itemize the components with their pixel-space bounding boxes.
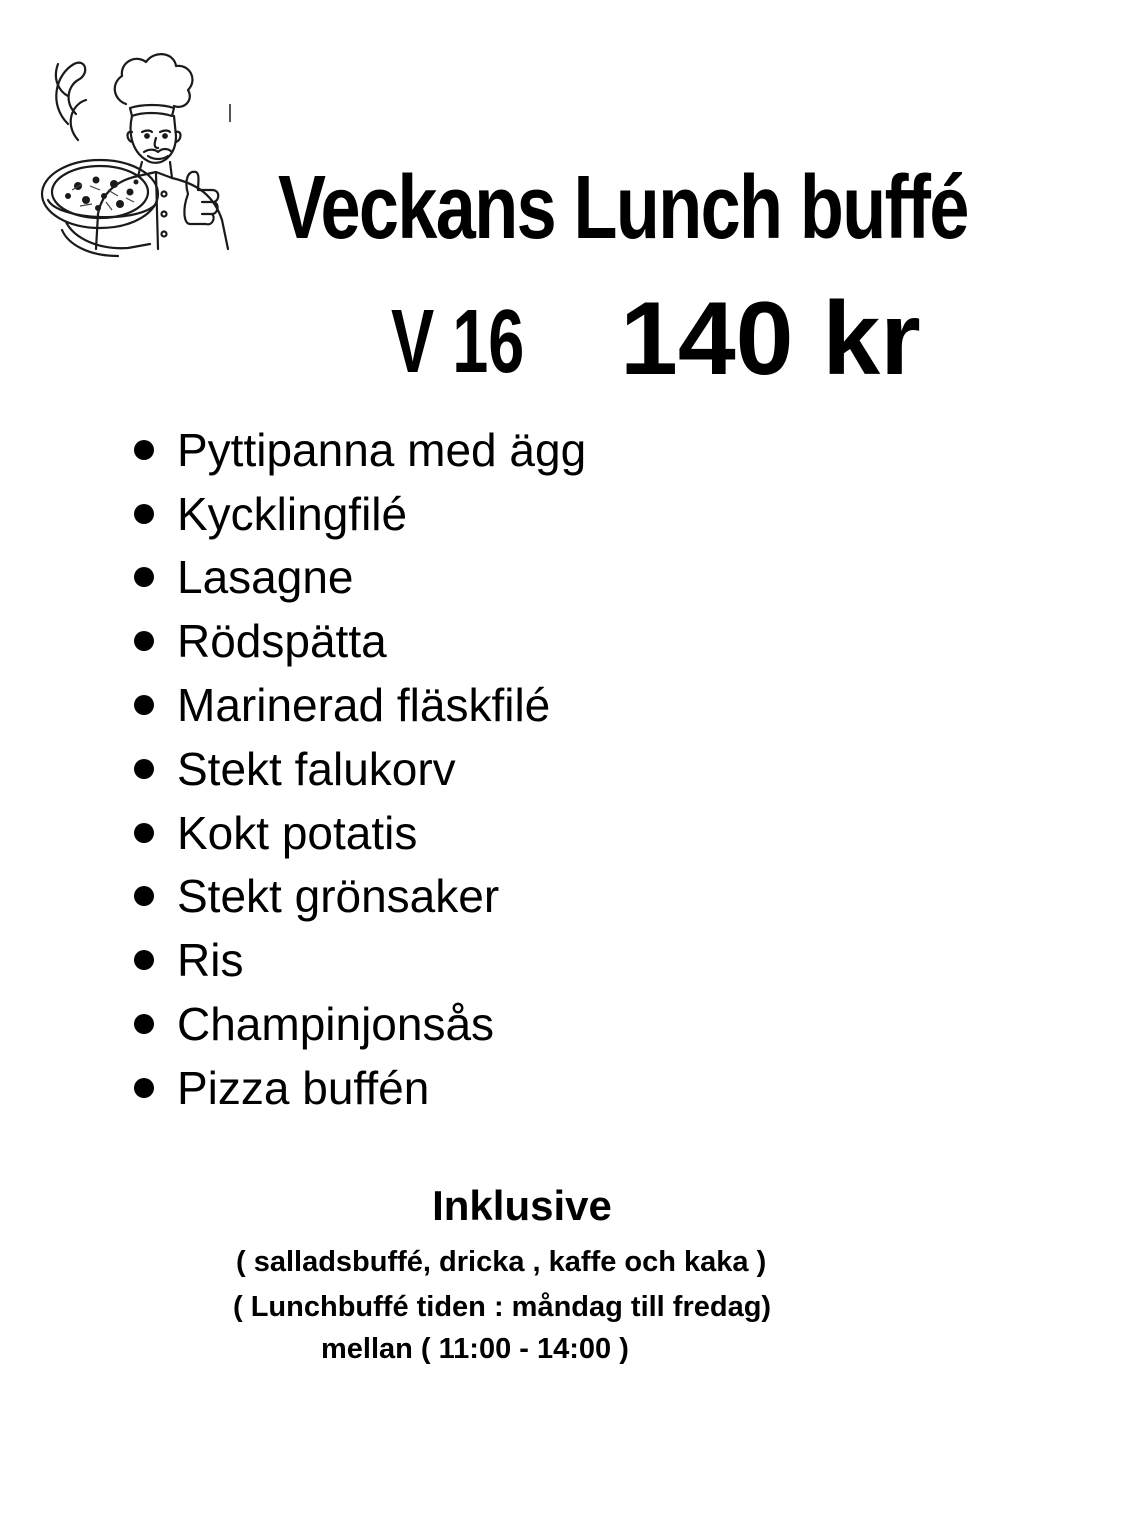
bullet-icon bbox=[134, 950, 154, 970]
inclusive-details: ( salladsbuffé, dricka , kaffe och kaka ) bbox=[236, 1246, 767, 1278]
list-item bbox=[130, 992, 586, 1056]
list-item bbox=[130, 482, 586, 546]
edge-mark bbox=[229, 104, 231, 122]
menu-item-label: Pyttipanna med ägg bbox=[177, 423, 587, 476]
list-item bbox=[130, 865, 586, 929]
menu-item-label: Ris bbox=[177, 934, 244, 987]
bullet-icon bbox=[134, 504, 154, 524]
menu-item-label: Kokt potatis bbox=[177, 806, 418, 859]
menu-item-label: Pizza buffén bbox=[177, 1061, 430, 1114]
list-item bbox=[130, 673, 586, 737]
list-item bbox=[130, 1056, 586, 1120]
inclusive-heading: Inklusive bbox=[432, 1182, 612, 1229]
list-item bbox=[130, 546, 586, 610]
menu-item-label: Champinjonsås bbox=[177, 998, 495, 1051]
bullet-icon bbox=[134, 440, 154, 460]
list-item bbox=[130, 609, 586, 673]
menu-item-label: Lasagne bbox=[177, 551, 354, 604]
bullet-icon bbox=[134, 695, 154, 715]
week-number: V 16 bbox=[391, 292, 525, 392]
bullet-icon bbox=[134, 631, 154, 651]
menu-item-label: Kycklingfilé bbox=[177, 487, 408, 540]
list-item bbox=[130, 928, 586, 992]
menu-item-label: Marinerad fläskfilé bbox=[177, 679, 551, 732]
bullet-icon bbox=[134, 1014, 154, 1034]
bullet-icon bbox=[134, 567, 154, 587]
bullet-icon bbox=[134, 1078, 154, 1098]
opening-hours: mellan ( 11:00 - 14:00 ) bbox=[321, 1333, 629, 1365]
list-item bbox=[130, 801, 586, 865]
chef-with-pizza-icon bbox=[38, 44, 238, 259]
bullet-icon bbox=[134, 823, 154, 843]
menu-item-label: Stekt grönsaker bbox=[177, 870, 500, 923]
bullet-icon bbox=[134, 759, 154, 779]
price: 140 kr bbox=[620, 281, 921, 397]
opening-days: ( Lunchbuffé tiden : måndag till fredag) bbox=[233, 1291, 772, 1323]
menu-item-label: Rödspätta bbox=[177, 615, 387, 668]
bullet-icon bbox=[134, 886, 154, 906]
list-item bbox=[130, 418, 586, 482]
menu-list bbox=[130, 418, 586, 1120]
page-title: Veckans Lunch buffé bbox=[278, 158, 968, 258]
menu-item-label: Stekt falukorv bbox=[177, 742, 456, 795]
list-item bbox=[130, 737, 586, 801]
